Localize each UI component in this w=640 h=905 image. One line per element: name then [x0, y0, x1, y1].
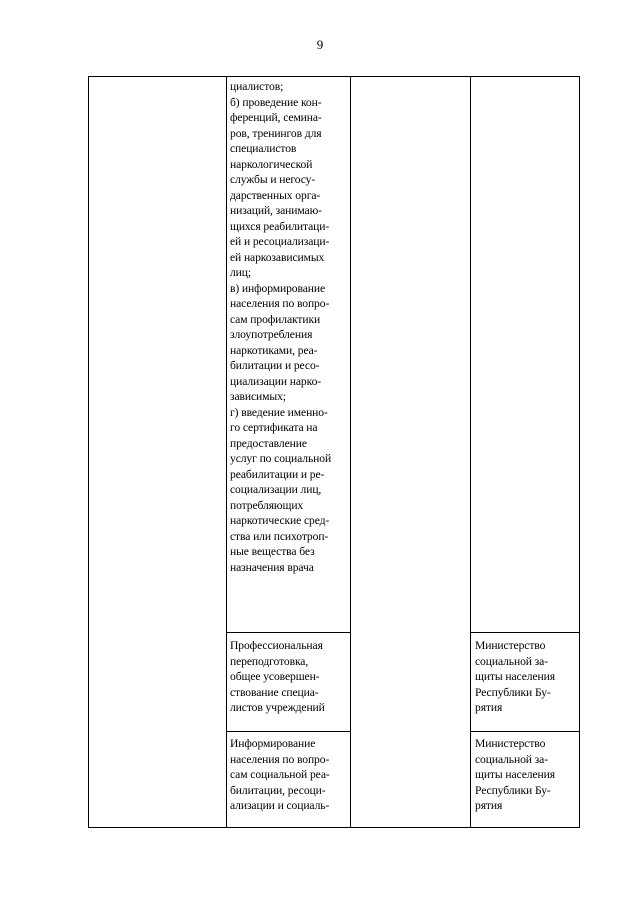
table-left-border — [88, 76, 89, 828]
table-top-border — [88, 76, 580, 77]
table-cell-row1-measures: циалистов; б) проведение кон- ференций, семина- ров, тренингов для специалистов наркологической службы и негосу- дарственных орга- низаций, занимаю- щихся реабилитаци- ей и ресоциализаци- ей наркозависимых лиц; в) информирование населения по вопро- сам профилактики злоупотребления наркотиками, реа- билитации и ресо- циализации нарко- зависимых; г) введение именно- го сертификата на предоставление услуг по социальной реабилитации и ре- социализации лиц, потребляющих наркотические сред- ства или психотроп- ные вещества без назначения врача — [230, 80, 332, 574]
column-divider-3 — [470, 76, 471, 828]
row-divider-1-col2 — [226, 632, 350, 633]
table-cell-row2-measures: Профессиональная переподготовка, общее усовершен- ствование специа- листов учреждений — [230, 639, 325, 714]
table-cell-row2-executor: Министерство социальной за- щиты населения Республики Бу- рятия — [475, 639, 555, 714]
column-divider-2 — [350, 76, 351, 828]
row-divider-2-col2 — [226, 731, 350, 732]
table-cell-row3-measures: Информирование населения по вопро- сам социальной реа- билитации, ресоци- ализации и социаль- — [230, 737, 330, 812]
document-table — [88, 76, 580, 828]
column-divider-1 — [226, 76, 227, 828]
row-divider-2-col4 — [470, 731, 580, 732]
table-cell-row3-executor: Министерство социальной за- щиты населения Республики Бу- рятия — [475, 737, 555, 812]
table-bottom-border — [88, 827, 580, 828]
table-right-border — [579, 76, 580, 828]
page-number: 9 — [316, 37, 324, 52]
row-divider-1-col4 — [470, 632, 580, 633]
